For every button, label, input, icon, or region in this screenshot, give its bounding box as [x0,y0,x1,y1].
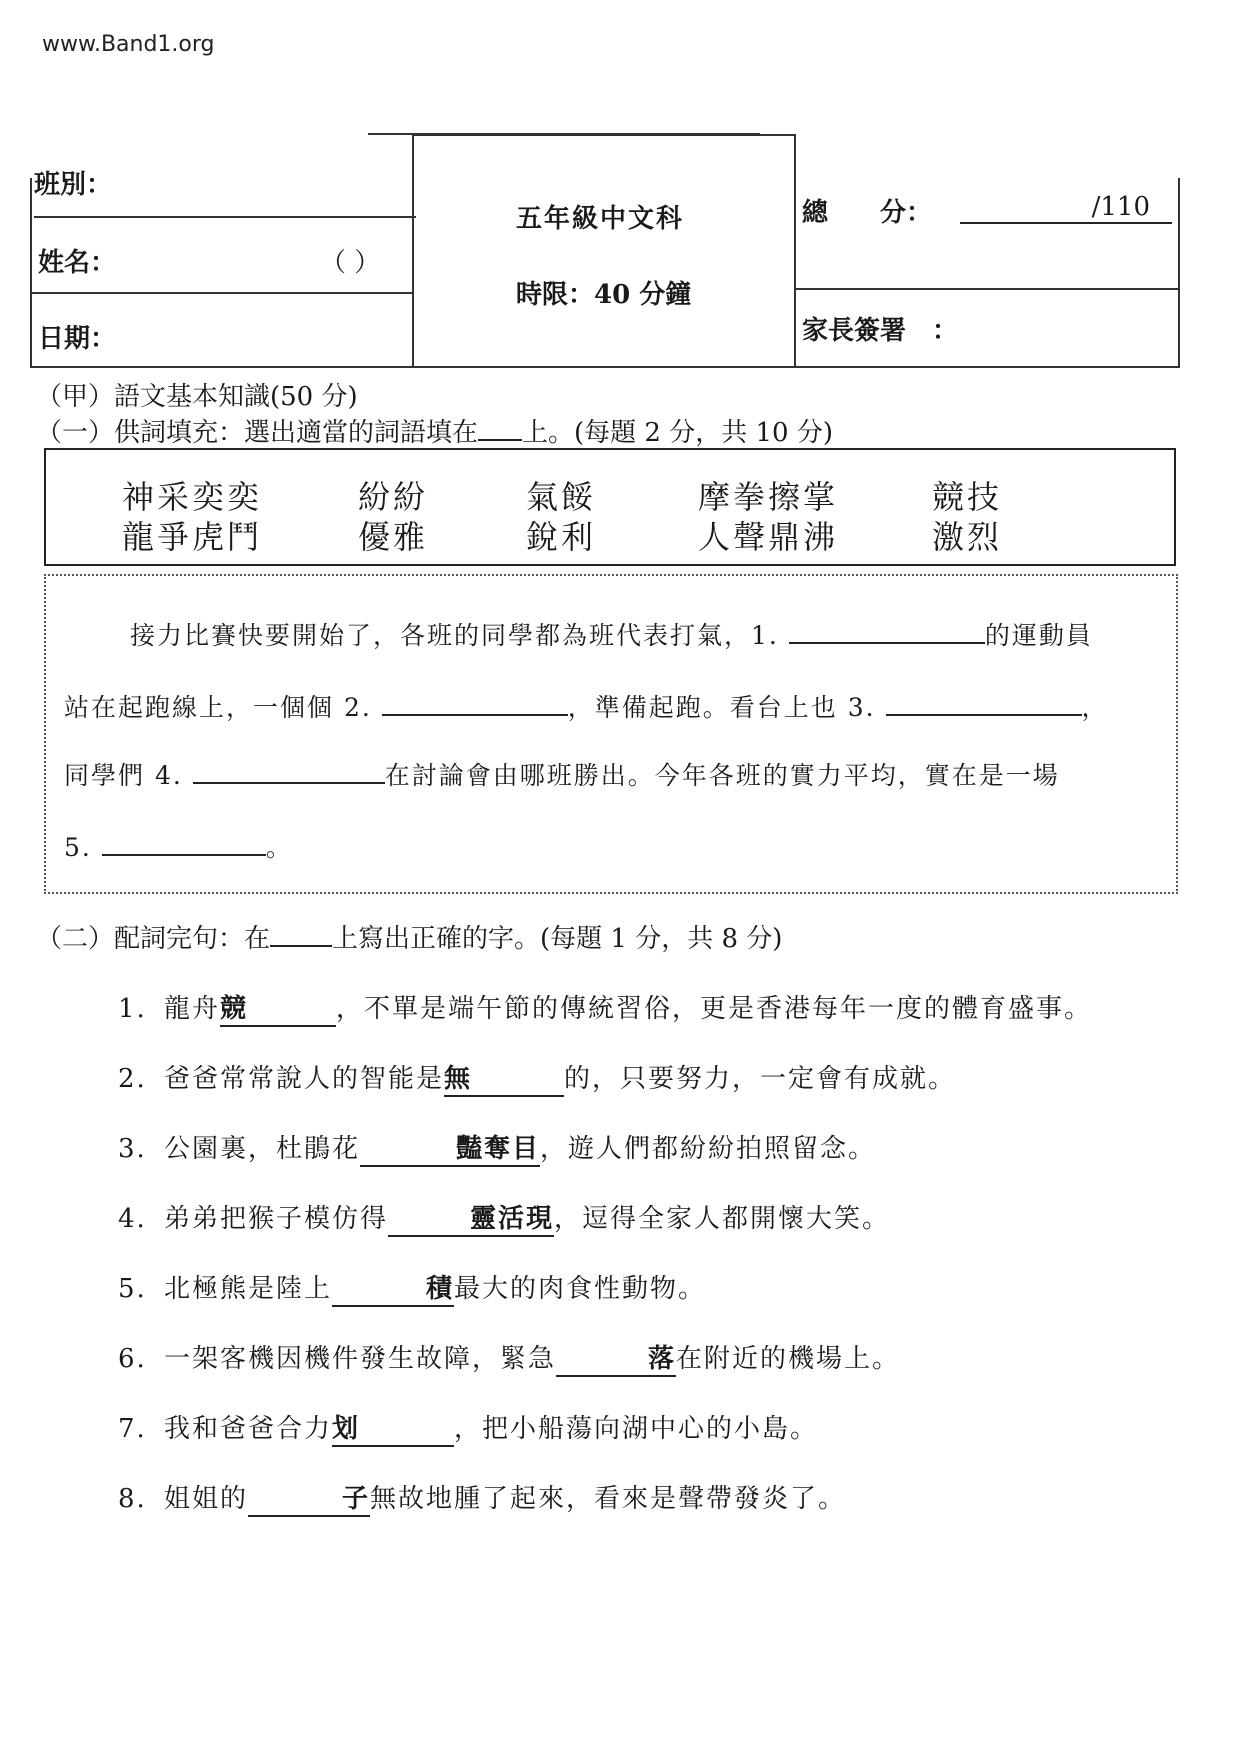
answer-blank-2[interactable] [382,690,568,716]
question-text: ，遊人們都紛紛拍照留念。 [540,1134,877,1164]
question-text: ，把小船蕩向湖中心的小島。 [454,1414,819,1444]
passage-box [44,574,1178,894]
answer-blank-5[interactable] [102,830,266,856]
answer-fill[interactable]: 划 [332,1408,454,1447]
question-number: 1. [118,994,147,1024]
section-a-title: （甲）語文基本知識(50 分) [36,382,358,412]
name-label: 姓名： [38,248,117,278]
part2-title-post: 上寫出正確的字。(每題 1 分，共 8 分) [332,924,783,954]
question-text: 我和爸爸合力 [164,1414,333,1444]
part1-title-post: 上。(每題 2 分，共 10 分) [522,418,833,448]
subject-title: 五年級中文科 [516,204,685,234]
word-bank-item: 氣餒 [526,478,597,516]
question-6 [118,1338,900,1377]
answer-fill[interactable]: 無 [444,1058,564,1097]
passage-text: 5. [64,833,92,862]
answer-fill[interactable]: 子 [248,1478,370,1517]
question-text: 一架客機因機件發生故障，緊急 [164,1344,557,1374]
question-text: 在附近的機場上。 [676,1344,901,1374]
question-number: 2. [118,1064,147,1094]
total-score-value: /110 [960,192,1172,224]
answer-fill[interactable]: 靈活現 [388,1198,554,1237]
exam-header [30,170,1180,368]
passage-text: 的運動員 [984,621,1093,650]
answer-fill[interactable]: 競 [220,988,336,1027]
parent-signature-label: 家長簽署 ： [802,316,959,346]
question-2 [118,1058,956,1097]
question-text: 龍舟 [164,994,221,1024]
answer-blank-3[interactable] [886,690,1082,716]
question-8 [118,1478,846,1517]
passage-line-2 [64,688,1109,724]
subject-box [412,134,796,368]
part1-title [36,412,833,449]
question-text: ，不單是端午節的傳統習俗，更是香港每年一度的體育盛事。 [336,994,1093,1024]
question-number: 5. [118,1274,147,1304]
question-number: 3. [118,1134,147,1164]
score-rule [794,288,1180,290]
question-text: 爸爸常常說人的智能是 [164,1064,445,1094]
word-bank-item: 人聲鼎沸 [698,518,839,556]
question-text: ，逗得全家人都開懷大笑。 [554,1204,891,1234]
word-bank-item: 優雅 [358,518,429,556]
answer-fill[interactable]: 豔奪目 [360,1128,540,1167]
question-number: 6. [118,1344,147,1374]
question-number: 8. [118,1484,147,1514]
answer-blank-1[interactable] [789,618,985,644]
question-3 [118,1128,876,1167]
question-text: 弟弟把猴子模仿得 [164,1204,389,1234]
word-bank-item: 摩拳擦掌 [698,478,839,516]
passage-line-1 [130,616,1093,652]
passage-text: ，準備起跑。看台上也 3. [567,693,876,722]
question-5 [118,1268,706,1307]
question-number: 7. [118,1414,147,1444]
question-text: 姐姐的 [164,1484,249,1514]
site-url: www.Band1.org [42,32,215,57]
answer-fill[interactable]: 積 [332,1268,454,1307]
passage-line-3 [64,756,1060,792]
word-bank-item: 神采奕奕 [122,478,263,516]
question-text: 北極熊是陸上 [164,1274,333,1304]
time-limit: 時限：40 分鐘 [516,280,692,310]
part2-title [36,918,782,955]
class-number-paren: （ ） [320,248,381,278]
word-bank-item: 龍爭虎鬥 [122,518,263,556]
question-1 [118,988,1092,1027]
passage-text: 同學們 4. [64,761,183,790]
part1-title-blank [478,417,522,441]
answer-blank-4[interactable] [193,758,385,784]
question-number: 4. [118,1204,147,1234]
passage-text: 接力比賽快要開始了，各班的同學都為班代表打氣，1. [130,621,779,650]
part2-title-pre: （二）配詞完句：在 [36,924,271,954]
question-text: 最大的肉食性動物。 [454,1274,707,1304]
word-bank [44,448,1176,566]
passage-text: 站在起跑線上，一個個 2. [64,693,372,722]
class-label: 班別： [34,170,113,200]
part2-title-blank [270,923,332,947]
answer-fill[interactable]: 落 [556,1338,676,1377]
question-7 [118,1408,818,1447]
name-rule [30,292,414,294]
question-text: 的，只要努力，一定會有成就。 [564,1064,957,1094]
word-bank-item: 銳利 [526,518,597,556]
passage-text: 在討論會由哪班勝出。今年各班的實力平均，實在是一場 [384,761,1060,790]
question-4 [118,1198,890,1237]
question-text: 無故地腫了起來，看來是聲帶發炎了。 [370,1484,847,1514]
part1-title-pre: （一）供詞填充：選出適當的詞語填在 [36,418,479,448]
passage-text: ， [1081,693,1109,722]
passage-text: 。 [265,833,293,862]
question-text: 公園裏，杜鵑花 [164,1134,361,1164]
date-label: 日期： [38,324,117,354]
word-bank-item: 紛紛 [358,478,429,516]
word-bank-item: 競技 [932,478,1003,516]
total-score-label: 總 分： [802,198,933,228]
word-bank-item: 激烈 [932,518,1003,556]
passage-line-4 [64,828,293,864]
